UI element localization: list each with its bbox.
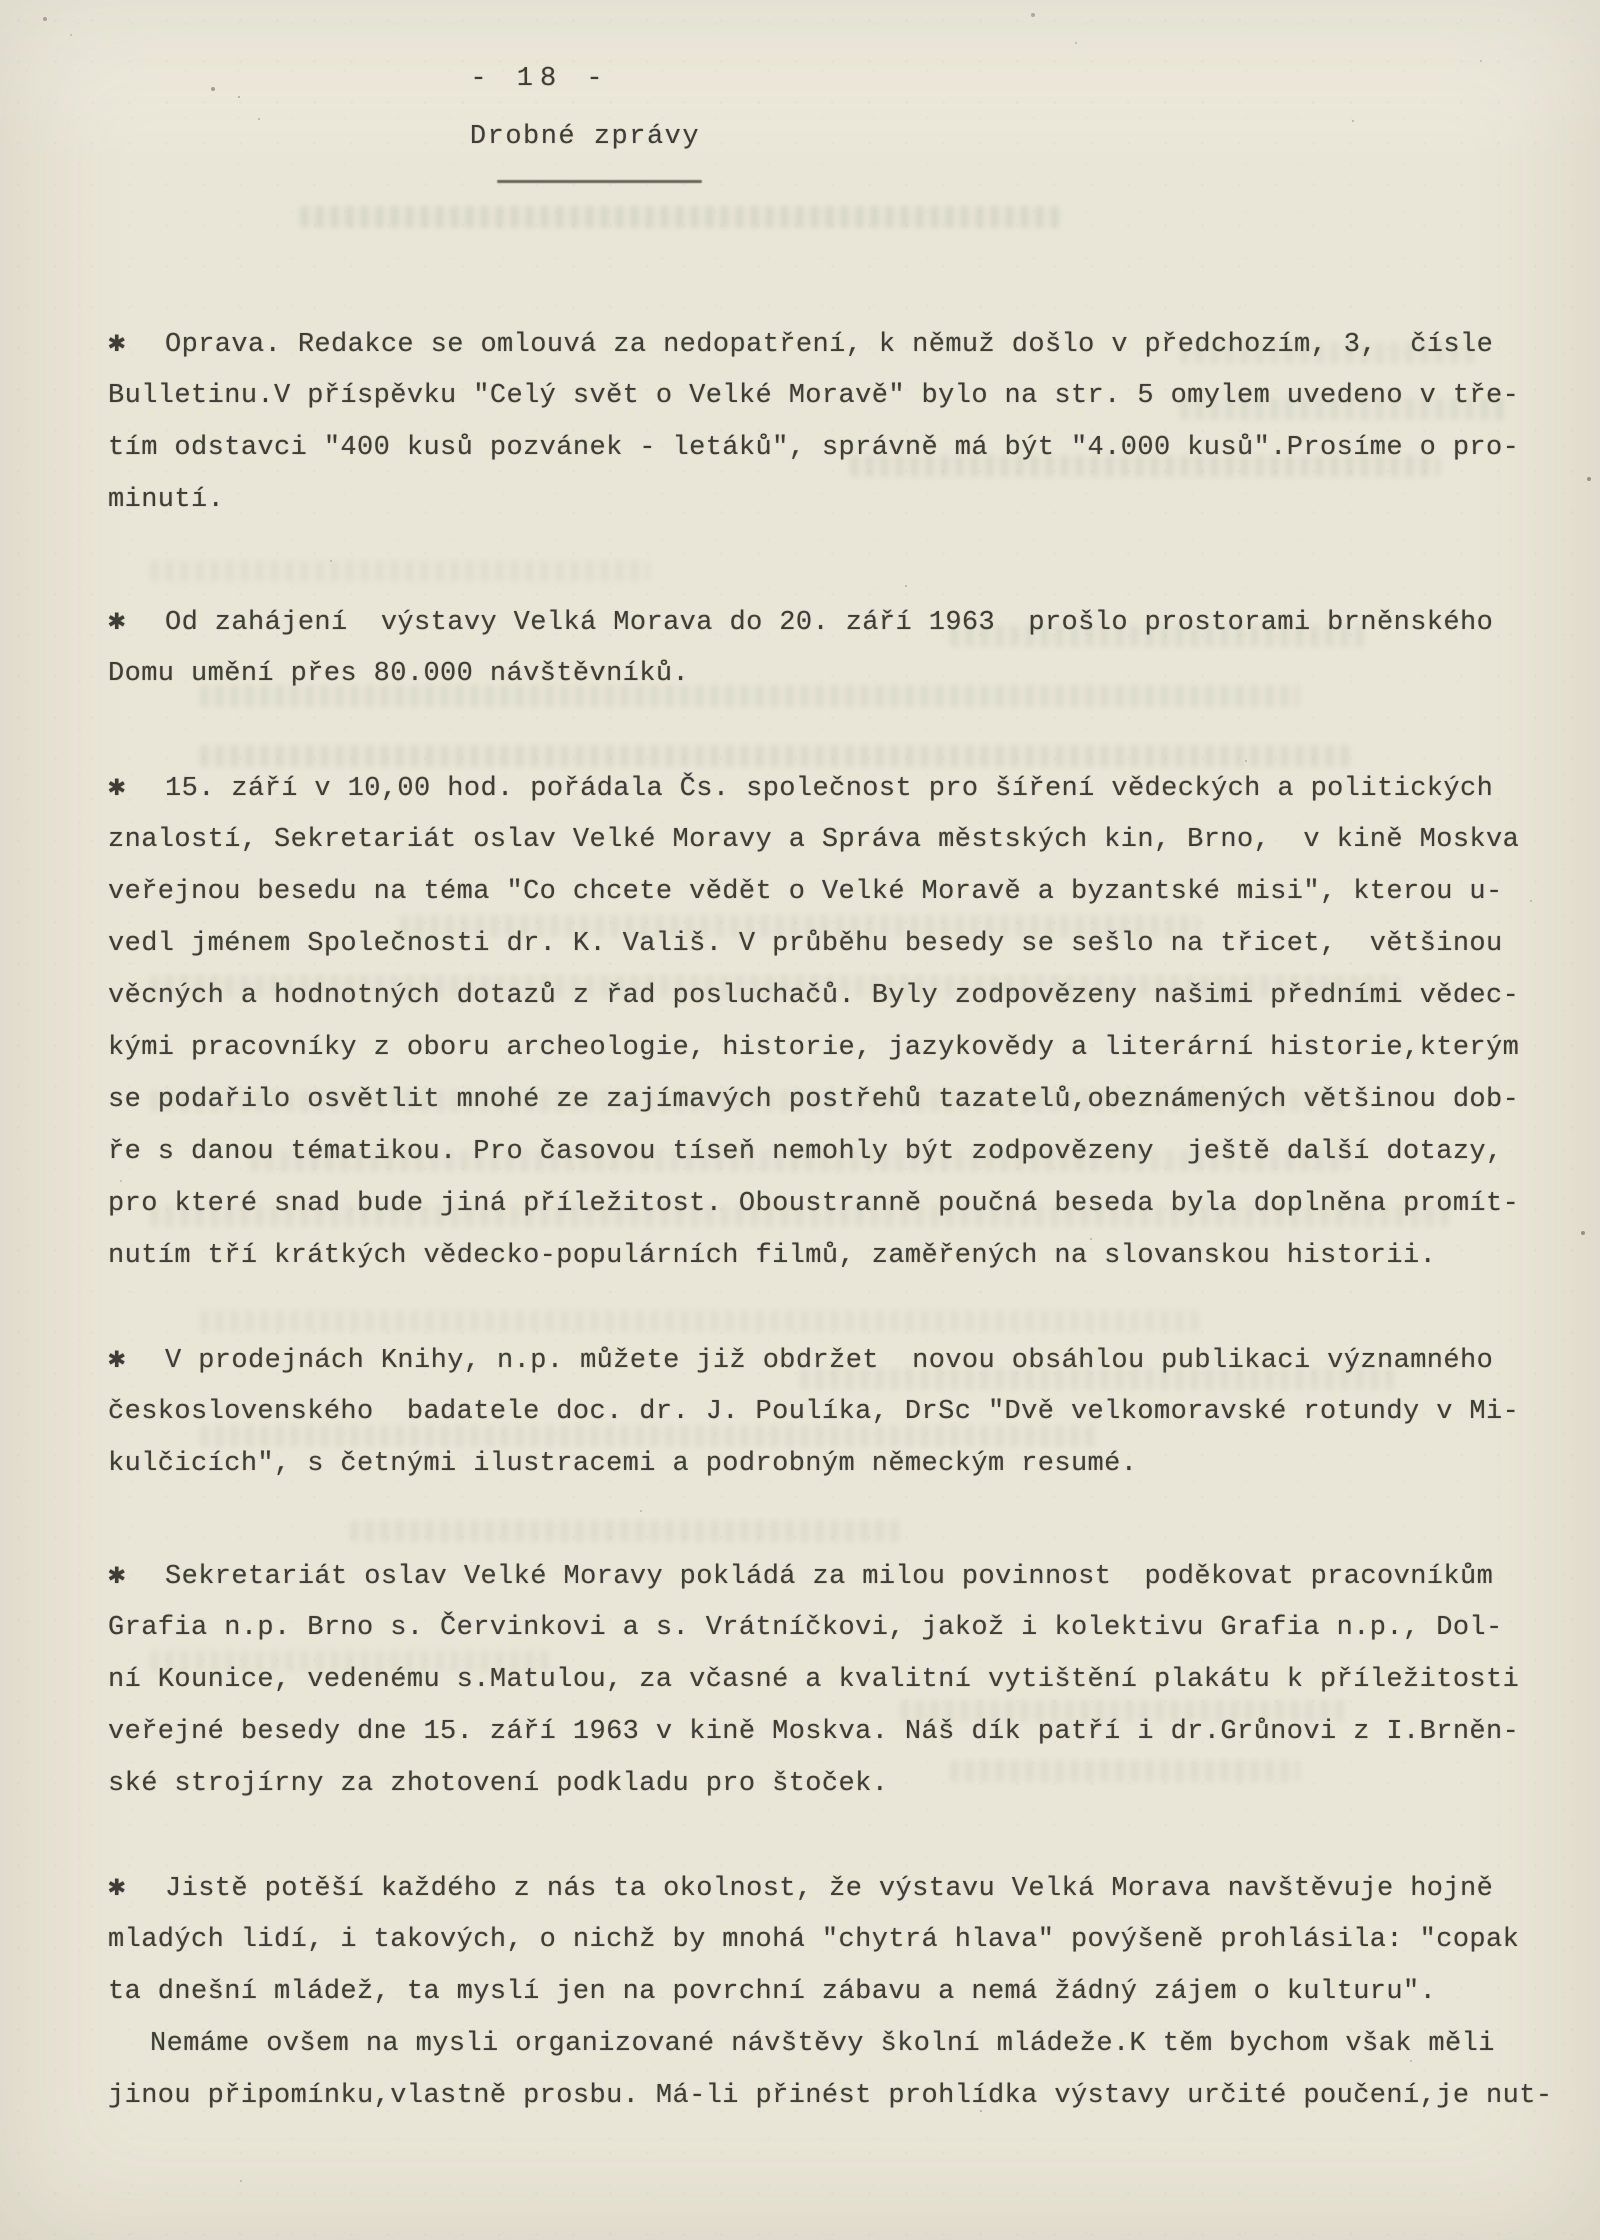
- bleedthrough-smudge: [200, 1310, 1200, 1332]
- bleedthrough-smudge: [350, 1520, 900, 1542]
- paragraph-line: znalostí, Sekretariát oslav Velké Moravy a Správa městských kin, Brno, v kině Moskva: [108, 825, 1520, 855]
- paper-specks: [0, 0, 2, 2]
- asterisk-marker: ✱: [108, 605, 126, 638]
- news-item-public-debate: [108, 762, 1528, 1282]
- paragraph-line: kými pracovníky z oboru archeologie, historie, jazykovědy a literární historie,kterým: [108, 1033, 1520, 1063]
- paragraph-line: minutí.: [108, 485, 225, 515]
- paragraph-line: ře s danou tématikou. Pro časovou tíseň nemohly být zodpovězeny ještě další dotazy,: [108, 1137, 1503, 1167]
- news-item-school-visits: [108, 2018, 1553, 2122]
- paragraph-first-line: [108, 1550, 1528, 1602]
- paragraph-first-line: [108, 596, 1528, 648]
- news-item-exhibition-visitors: [108, 596, 1528, 700]
- paragraph-line: jinou připomínku,vlastně prosbu. Má-li přinést prohlídka výstavy určité poučení,je nut-: [108, 2081, 1553, 2111]
- asterisk-marker: ✱: [108, 327, 126, 360]
- news-item-correction: [108, 318, 1528, 526]
- paragraph-line: veřejné besedy dne 15. září 1963 v kině Moskva. Náš dík patří i dr.Grůnovi z I.Brněn-: [108, 1717, 1520, 1747]
- paragraph-line: pro které snad bude jiná příležitost. Oboustranně poučná beseda byla doplněna promít-: [108, 1189, 1520, 1219]
- paragraph-line: vedl jménem Společnosti dr. K. Vališ. V průběhu besedy se sešlo na třicet, většinou: [108, 929, 1503, 959]
- news-item-young-visitors: [108, 1862, 1528, 2018]
- paragraph-line: Sekretariát oslav Velké Moravy pokládá za milou povinnost poděkovat pracovníkům: [165, 1562, 1494, 1592]
- paragraph-line: ské strojírny za zhotovení podkladu pro štoček.: [108, 1769, 889, 1799]
- paragraph-line: Od zahájení výstavy Velká Morava do 20. září 1963 prošlo prostorami brněnského: [165, 608, 1494, 638]
- bleedthrough-smudge: [300, 206, 1060, 228]
- paragraph-line: Jistě potěší každého z nás ta okolnost, že výstavu Velká Morava navštěvuje hojně: [165, 1874, 1494, 1904]
- paragraph-line: Bulletinu.V příspěvku "Celý svět o Velké Moravě" bylo na str. 5 omylem uvedeno v tře-: [108, 381, 1520, 411]
- paragraph-line: Oprava. Redakce se omlouvá za nedopatření, k němuž došlo v předchozím, 3, čísle: [165, 330, 1494, 360]
- paragraph-line: Nemáme ovšem na mysli organizované návštěvy školní mládeže.K těm bychom však měli: [150, 2029, 1495, 2059]
- paragraph-line: mladých lidí, i takových, o nichž by mnohá "chytrá hlava" povýšeně prohlásila: "copak: [108, 1925, 1520, 1955]
- paragraph-first-line: [108, 1334, 1528, 1386]
- paragraph-line: V prodejnách Knihy, n.p. můžete již obdržet novou obsáhlou publikaci významného: [165, 1346, 1494, 1376]
- paragraph-line: československého badatele doc. dr. J. Poulíka, DrSc "Dvě velkomoravské rotundy v Mi-: [108, 1397, 1520, 1427]
- paragraph-line: věcných a hodnotných dotazů z řad posluchačů. Byly zodpovězeny našimi předními vědec-: [108, 981, 1520, 1011]
- news-item-publication: [108, 1334, 1528, 1490]
- asterisk-marker: ✱: [108, 1871, 126, 1904]
- asterisk-marker: ✱: [108, 1559, 126, 1592]
- paragraph-line: tím odstavci "400 kusů pozvánek - letáků", správně má být "4.000 kusů".Prosíme o pro-: [108, 433, 1520, 463]
- paragraph-line: Grafia n.p. Brno s. Červinkovi a s. Vrátníčkovi, jakož i kolektivu Grafia n.p., Dol-: [108, 1613, 1503, 1643]
- paragraph-first-line: [108, 762, 1528, 814]
- paragraph-line: ní Kounice, vedenému s.Matulou, za včasné a kvalitní vytištění plakátu k příležitosti: [108, 1665, 1520, 1695]
- paragraph-line: Domu umění přes 80.000 návštěvníků.: [108, 659, 690, 689]
- page-title: Drobné zprávy: [469, 122, 701, 152]
- paragraph-first-line: [108, 1862, 1528, 1914]
- paragraph-line: 15. září v 10,00 hod. pořádala Čs. společnost pro šíření vědeckých a politických: [165, 774, 1494, 804]
- paragraph-line: kulčicích", s četnými ilustracemi a podrobným německým resumé.: [108, 1449, 1138, 1479]
- asterisk-marker: ✱: [108, 771, 126, 804]
- asterisk-marker: ✱: [108, 1343, 126, 1376]
- paragraph-first-line: [108, 318, 1528, 370]
- paragraph-line: nutím tří krátkých vědecko-populárních filmů, zaměřených na slovanskou historii.: [108, 1241, 1437, 1271]
- bleedthrough-smudge: [150, 560, 650, 582]
- page-number: - 18 -: [470, 64, 610, 94]
- paragraph-line: ta dnešní mládež, ta myslí jen na povrchní zábavu a nemá žádný zájem o kulturu".: [108, 1977, 1437, 2007]
- paragraph-line: veřejnou besedu na téma "Co chcete vědět o Velké Moravě a byzantské misi", kterou u-: [108, 877, 1503, 907]
- title-underline: [497, 180, 702, 183]
- paragraph-line: se podařilo osvětlit mnohé ze zajímavých postřehů tazatelů,obeznámených většinou dob-: [108, 1085, 1520, 1115]
- news-item-acknowledgement: [108, 1550, 1528, 1810]
